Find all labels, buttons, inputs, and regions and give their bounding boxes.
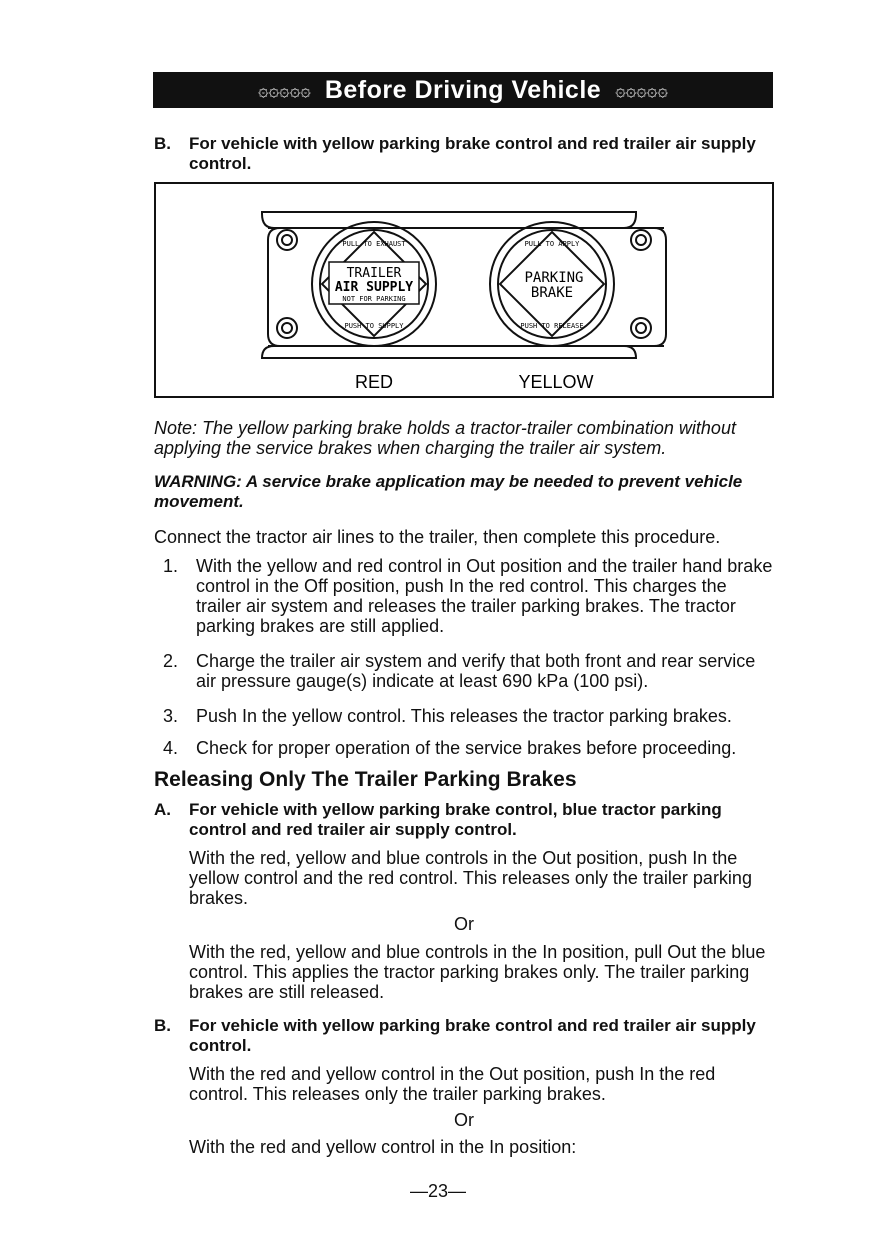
section-b-label: B.	[154, 134, 171, 153]
screw-icon-bottom-left	[277, 318, 297, 338]
section-b-heading: For vehicle with yellow parking brake control and red trailer air supply control.	[189, 134, 756, 173]
step-number: 2.	[163, 651, 179, 671]
label-yellow: YELLOW	[518, 372, 594, 392]
knob-right-line1: PARKING	[524, 270, 584, 286]
section-heading: Releasing Only The Trailer Parking Brakes	[154, 768, 577, 791]
trailer-air-supply-knob	[312, 222, 436, 346]
knob-right-ring-bottom: PUSH TO RELEASE	[520, 322, 584, 330]
or-separator: Or	[454, 914, 474, 934]
note-text: Note: The yellow parking brake holds a tractor-trailer combination without applying the service brakes when charging the trailer air system.	[154, 418, 736, 458]
section-a-paragraph-1: With the red, yellow and blue controls in the Out position, push In the yellow control and the red control. This releases only the trailer parking brakes.	[189, 848, 752, 908]
section-a-paragraph-2: With the red, yellow and blue controls in the In position, pull Out the blue control. This applies the tractor parking brakes only. The trailer parking brakes are still released.	[189, 942, 766, 1002]
page-number: —23—	[409, 1181, 467, 1201]
warning-text: WARNING: A service brake application may be needed to prevent vehicle movement.	[154, 472, 743, 511]
screw-icon-top-left	[277, 230, 297, 250]
screw-icon-bottom-right	[631, 318, 651, 338]
knob-left-ring-bottom: PUSH TO SUPPLY	[344, 322, 404, 330]
knob-left-line1: TRAILER	[346, 266, 402, 281]
section-b2-label: B.	[154, 1016, 171, 1035]
header-banner	[153, 72, 773, 108]
knob-left-line3: NOT FOR PARKING	[342, 295, 406, 303]
section-a-label: A.	[154, 800, 171, 819]
knob-left-line2: AIR SUPPLY	[334, 280, 414, 295]
control-panel-figure	[154, 182, 774, 398]
section-b2-heading: For vehicle with yellow parking brake control and red trailer air supply control.	[189, 1016, 756, 1055]
step-text: Check for proper operation of the service brakes before proceeding.	[196, 738, 737, 758]
knob-left-ring-top: PULL TO EXHAUST	[342, 240, 406, 248]
or-separator: Or	[454, 1110, 474, 1130]
step-number: 1.	[163, 556, 179, 576]
section-b2-paragraph-2: With the red and yellow control in the In position:	[189, 1137, 577, 1157]
intro-text: Connect the tractor air lines to the trailer, then complete this procedure.	[154, 527, 721, 547]
parking-brake-knob	[490, 222, 614, 346]
knob-right-line2: BRAKE	[530, 285, 574, 301]
section-b2-paragraph-1: With the red and yellow control in the Out position, push In the red control. This releases only the trailer parking brakes.	[189, 1064, 716, 1104]
banner-decoration-left: ۞۞۞۞۞	[258, 79, 311, 101]
step-text: Charge the trailer air system and verify that both front and rear service air pressure gauge(s) indicate at least 690 kPa (100 psi).	[196, 651, 756, 691]
knob-right-ring-top: PULL TO APPLY	[524, 240, 580, 248]
control-panel-diagram	[156, 184, 772, 396]
banner-decoration-right: ۞۞۞۞۞	[615, 79, 668, 101]
step-number: 3.	[163, 706, 179, 726]
section-a-heading: For vehicle with yellow parking brake control, blue tractor parking control and red trailer air supply control.	[189, 800, 722, 839]
step-text: With the yellow and red control in Out position and the trailer hand brake control in the Off position, push In the red control. This charges the trailer air system and releases the trailer parking brakes. The tractor parking brakes are still applied.	[196, 556, 773, 636]
page-title: Before Driving Vehicle	[324, 75, 602, 104]
label-red: RED	[354, 372, 394, 392]
step-number: 4.	[163, 738, 179, 758]
step-text: Push In the yellow control. This releases the tractor parking brakes.	[196, 706, 732, 726]
screw-icon-top-right	[631, 230, 651, 250]
